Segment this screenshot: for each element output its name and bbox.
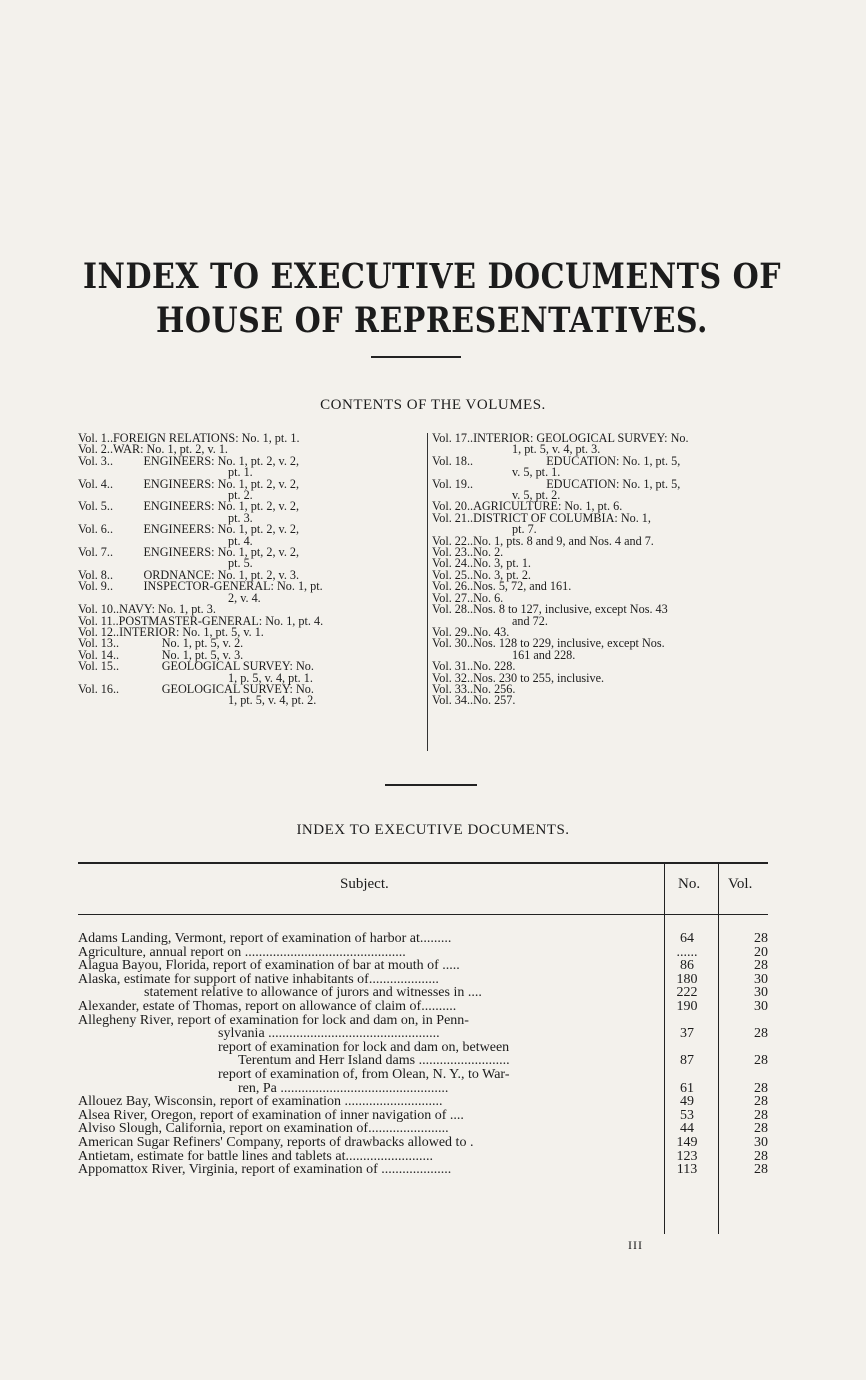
table-row	[78, 1150, 768, 1164]
row-subject: Allegheny River, report of examination for lock and dam on, in Penn-	[78, 1013, 469, 1028]
row-document-number: 64	[680, 931, 694, 946]
table-row	[78, 973, 768, 987]
row-subject: Agriculture, annual report on ..............................................	[78, 945, 406, 960]
row-document-number: 37	[680, 1026, 694, 1042]
volume-line-continuation: v. 5, pt. 2.	[512, 488, 561, 503]
row-subject: Terentum and Herr Island dams ..........................	[238, 1054, 510, 1068]
row-subject: ren, Pa ................................................	[238, 1081, 449, 1096]
row-volume-number: 28	[754, 1094, 768, 1110]
row-volume-number: 28	[754, 1080, 768, 1096]
volume-entry	[78, 501, 422, 524]
row-subject: Appomattox River, Virginia, report of examination of ....................	[78, 1163, 452, 1177]
volume-line: Vol. 18.. EDUCATION: No. 1, pt. 5,	[432, 453, 681, 468]
row-volume-number: 28	[754, 1162, 768, 1178]
divider-rule	[371, 356, 461, 358]
row-volume-number: 30	[754, 1134, 768, 1150]
table-row	[78, 1095, 768, 1109]
volume-line: Vol. 24..No. 3, pt. 1.	[432, 556, 531, 571]
volume-line-continuation: pt. 1.	[228, 465, 253, 480]
volume-line-continuation: v. 5, pt. 1.	[512, 465, 561, 480]
row-subject: sylvania .................................................	[218, 1027, 440, 1041]
row-subject: Alagua Bayou, Florida, report of examination of bar at mouth of .....	[78, 959, 460, 973]
volume-line-continuation: pt. 2.	[228, 488, 253, 503]
volume-line: Vol. 14.. No. 1, pt. 5, v. 3.	[78, 647, 244, 662]
volume-line: Vol. 27..No. 6.	[432, 590, 504, 605]
volume-line: Vol. 23..No. 2.	[432, 545, 504, 560]
volume-entry	[78, 476, 422, 503]
contents-heading: CONTENTS OF THE VOLUMES.	[320, 397, 546, 413]
volume-line: Vol. 1..FOREIGN RELATIONS: No. 1, pt. 1.	[78, 431, 300, 445]
divider-rule	[385, 784, 477, 786]
page-title: INDEX TO EXECUTIVE DOCUMENTS OF HOUSE OF REPRESENTATIVES.	[83, 257, 781, 342]
volume-line-continuation: and 72.	[512, 613, 548, 628]
row-document-number: 61	[680, 1080, 694, 1096]
row-volume-number: 30	[754, 985, 768, 1001]
row-document-number: 49	[680, 1094, 694, 1110]
page-number: III	[628, 1238, 643, 1252]
volume-line: Vol. 17..INTERIOR: GEOLOGICAL SURVEY: No.	[432, 431, 689, 445]
volume-entry	[432, 476, 778, 503]
row-volume-number: 28	[754, 931, 768, 946]
volume-entry	[432, 433, 778, 456]
volumes-list-left	[78, 433, 422, 707]
column-divider	[427, 433, 428, 751]
row-volume-number: 28	[754, 1053, 768, 1069]
table-row	[78, 1041, 768, 1055]
volume-line: Vol. 4.. ENGINEERS: No. 1, pt. 2, v. 2,	[78, 476, 300, 491]
row-volume-number: 20	[754, 944, 768, 960]
row-volume-number: 28	[754, 958, 768, 974]
table-row	[78, 1136, 768, 1150]
volume-entry	[432, 695, 778, 706]
volume-line: Vol. 25..No. 3, pt. 2.	[432, 567, 531, 582]
row-document-number: 123	[676, 1148, 698, 1164]
volume-line: Vol. 28..Nos. 8 to 127, inclusive, except Nos. 43	[432, 602, 668, 617]
header-no: No.	[678, 876, 701, 892]
row-document-number: 180	[676, 971, 698, 987]
row-document-number: ......	[676, 944, 698, 960]
table-row	[78, 986, 768, 1000]
table-row	[78, 1109, 768, 1123]
volume-entry	[78, 581, 422, 604]
row-subject: Antietam, estimate for battle lines and tablets at.........................	[78, 1149, 433, 1164]
volume-entry	[432, 638, 778, 661]
volume-line: Vol. 5.. ENGINEERS: No. 1, pt. 2, v. 2,	[78, 499, 300, 514]
volume-line: Vol. 32..Nos. 230 to 255, inclusive.	[432, 670, 605, 685]
row-document-number: 86	[680, 958, 694, 974]
index-table-body	[78, 932, 768, 1177]
volume-line: Vol. 10..NAVY: No. 1, pt. 3.	[78, 602, 216, 617]
volume-line: Vol. 26..Nos. 5, 72, and 161.	[432, 579, 572, 594]
volume-line: Vol. 7.. ENGINEERS: No. 1, pt, 2, v. 2,	[78, 545, 300, 560]
volume-entry	[432, 453, 778, 480]
row-subject: Alviso Slough, California, report on examination of.......................	[78, 1122, 449, 1136]
volumes-list-right	[432, 433, 778, 707]
volume-line-continuation: pt. 7.	[512, 522, 537, 537]
header-vol: Vol.	[728, 876, 753, 892]
row-subject: statement relative to allowance of jurors and witnesses in ....	[144, 986, 482, 1000]
volume-line-continuation: pt. 3.	[228, 510, 253, 525]
header-subject: Subject.	[340, 876, 389, 892]
row-volume-number: 30	[754, 971, 768, 987]
volume-entry	[78, 547, 422, 570]
row-document-number: 87	[680, 1053, 694, 1069]
row-volume-number: 28	[754, 1121, 768, 1137]
table-row	[78, 1122, 768, 1136]
row-subject: Alaska, estimate for support of native inhabitants of....................	[78, 972, 439, 987]
volume-line: Vol. 30..Nos. 128 to 229, inclusive, except Nos.	[432, 636, 665, 651]
volume-line: Vol. 21..DISTRICT OF COLUMBIA: No. 1,	[432, 510, 651, 525]
volume-line: Vol. 29..No. 43.	[432, 624, 510, 639]
volume-line: Vol. 34..No. 257.	[432, 693, 516, 708]
volume-line-continuation: 1, p. 5, v. 4, pt. 1.	[228, 670, 313, 685]
volume-line: Vol. 12..INTERIOR: No. 1, pt. 5, v. 1.	[78, 624, 264, 639]
volume-line: Vol. 19.. EDUCATION: No. 1, pt. 5,	[432, 476, 681, 491]
volume-line-continuation: 1, pt. 5, v. 4, pt. 2.	[228, 693, 317, 708]
row-subject: Alexander, estate of Thomas, report on allowance of claim of..........	[78, 999, 457, 1014]
volume-line-continuation: 2, v. 4.	[228, 590, 261, 605]
row-subject: Allouez Bay, Wisconsin, report of examination ............................	[78, 1095, 443, 1109]
volume-line-continuation: 161 and 228.	[512, 647, 576, 662]
volume-line: Vol. 6.. ENGINEERS: No. 1, pt. 2, v. 2,	[78, 522, 300, 537]
table-row	[78, 946, 768, 960]
table-row	[78, 1163, 768, 1177]
row-volume-number: 28	[754, 1107, 768, 1123]
row-subject: report of examination for lock and dam on, between	[218, 1040, 510, 1055]
index-heading: INDEX TO EXECUTIVE DOCUMENTS.	[296, 822, 570, 838]
volume-line-continuation: pt. 4.	[228, 533, 253, 548]
volume-entry	[78, 661, 422, 684]
volume-entry	[78, 681, 422, 708]
row-document-number: 149	[676, 1134, 698, 1150]
row-document-number: 53	[680, 1107, 694, 1123]
volume-line: Vol. 11..POSTMASTER-GENERAL: No. 1, pt. 4.	[78, 613, 324, 628]
volume-line-continuation: pt. 5.	[228, 556, 253, 571]
row-document-number: 222	[676, 985, 698, 1001]
table-row	[78, 932, 768, 946]
row-volume-number: 28	[754, 1026, 768, 1042]
volume-line-continuation: 1, pt. 5, v. 4, pt. 3.	[512, 442, 601, 457]
row-subject: Adams Landing, Vermont, report of examination of harbor at.........	[78, 932, 452, 946]
table-row	[78, 1054, 768, 1068]
volume-line: Vol. 15.. GEOLOGICAL SURVEY: No.	[78, 659, 314, 674]
table-row	[78, 1000, 768, 1014]
table-row	[78, 1082, 768, 1096]
volume-line: Vol. 22..No. 1, pts. 8 and 9, and Nos. 4 and 7.	[432, 533, 654, 548]
row-document-number: 113	[676, 1162, 698, 1178]
volume-line: Vol. 33..No. 256.	[432, 681, 516, 696]
volume-line: Vol. 13.. No. 1, pt. 5, v. 2.	[78, 636, 244, 651]
volume-line: Vol. 2..WAR: No. 1, pt. 2, v. 1.	[78, 442, 228, 457]
volume-line: Vol. 16.. GEOLOGICAL SURVEY: No.	[78, 681, 314, 696]
volume-line: Vol. 9.. INSPECTOR-GENERAL: No. 1, pt.	[78, 579, 323, 594]
row-document-number: 190	[676, 998, 698, 1014]
volume-line: Vol. 8.. ORDNANCE: No. 1, pt. 2, v. 3.	[78, 567, 300, 582]
table-row	[78, 959, 768, 973]
table-row	[78, 1014, 768, 1028]
row-document-number: 44	[680, 1121, 694, 1137]
volume-line: Vol. 3.. ENGINEERS: No. 1, pt. 2, v. 2,	[78, 453, 300, 468]
volume-line: Vol. 20..AGRICULTURE: No. 1, pt. 6.	[432, 499, 623, 514]
volume-entry	[78, 453, 422, 480]
volume-entry	[432, 510, 778, 537]
row-subject: American Sugar Refiners' Company, reports of drawbacks allowed to .	[78, 1135, 474, 1150]
table-row	[78, 1068, 768, 1082]
volume-entry	[78, 524, 422, 547]
volume-line: Vol. 31..No. 228.	[432, 659, 516, 674]
row-volume-number: 30	[754, 998, 768, 1014]
row-volume-number: 28	[754, 1148, 768, 1164]
volume-entry	[432, 604, 778, 627]
row-subject: report of examination of, from Olean, N. Y., to War-	[218, 1067, 510, 1082]
table-row	[78, 1027, 768, 1041]
row-subject: Alsea River, Oregon, report of examination of inner navigation of ....	[78, 1108, 464, 1123]
